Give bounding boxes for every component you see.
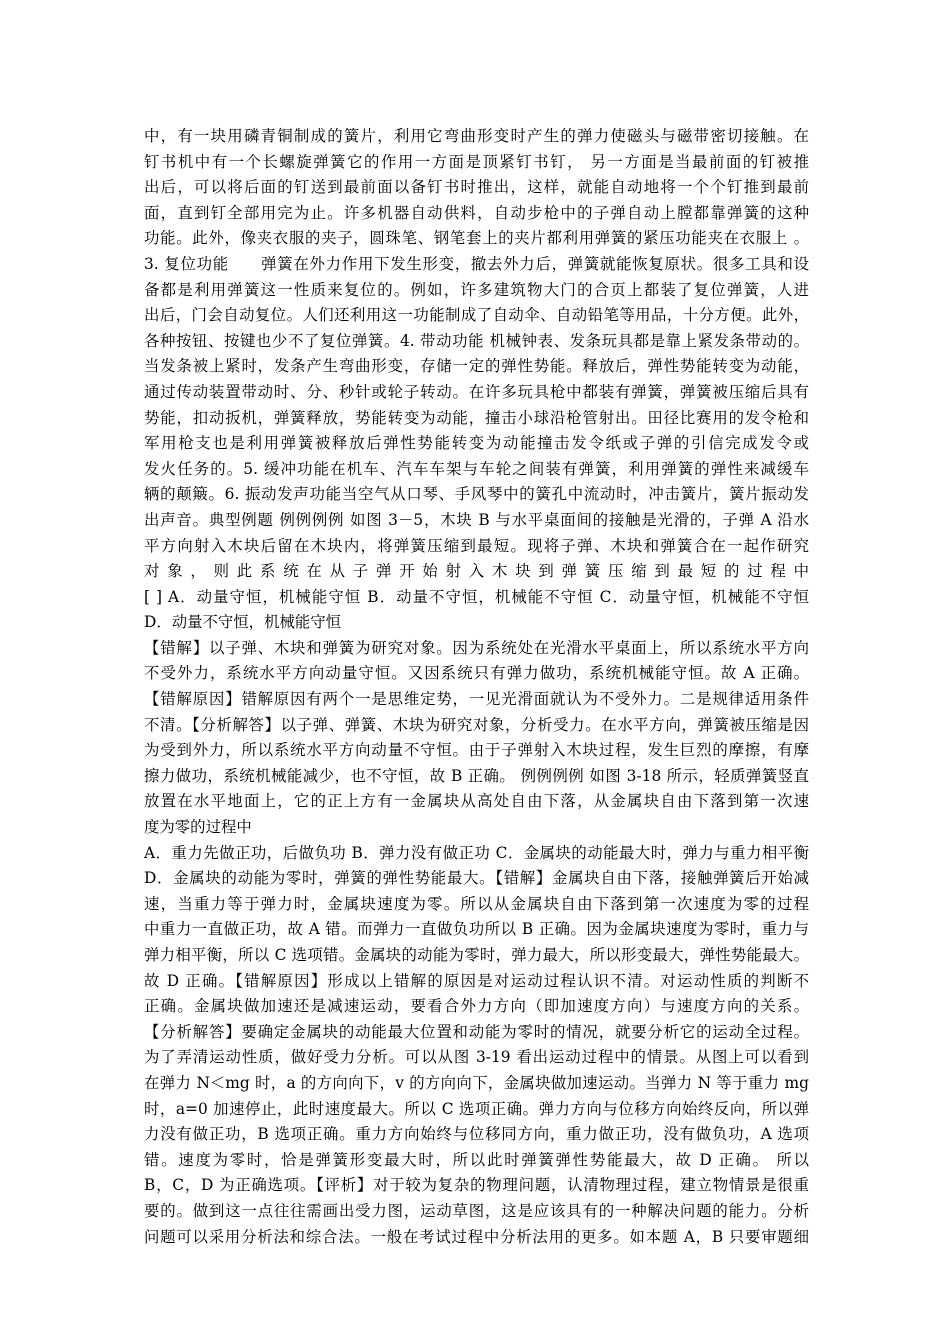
text-line: 要的。做到这一点往往需画出受力图，运动草图，这是应该具有的一种解决问题的能力。分析 <box>144 1201 809 1220</box>
text-line: 辆的颠簸。6. 振动发声功能当空气从口琴、手风琴中的簧孔中流动时，冲击簧片，簧片振动发 <box>144 485 809 504</box>
text-line: 对 象 ， 则 此 系 统 在 从 子 弹 开 始 射 入 木 块 到 弹 簧 压 缩 到 最 短 的 过 程 中 <box>144 562 809 581</box>
text-line: D．动量不守恒，机械能守恒 <box>144 613 342 632</box>
text-line: 不受外力，系统水平方向动量守恒。又因系统只有弹力做功，系统机械能守恒。故 A 正确。 <box>144 664 809 683</box>
text-line: 通过传动装置带动时、分、秒针或轮子转动。在许多玩具枪中都装有弹簧，弹簧被压缩后具有 <box>144 382 809 401</box>
text-line: 发火任务的。5. 缓冲功能在机车、汽车车架与车轮之间装有弹簧，利用弹簧的弹性来减缓车 <box>144 459 809 478</box>
text-line: 平方向射入木块后留在木块内，将弹簧压缩到最短。现将子弹、木块和弹簧合在一起作研究 <box>144 536 809 555</box>
text-line: 错。速度为零时，恰是弹簧形变最大时，所以此时弹簧弹性势能最大，故 D 正确。 所以 <box>144 1150 809 1169</box>
text-line: 速，当重力等于弹力时，金属块速度为零。所以从金属块自由下落到第一次速度为零的过程 <box>144 894 809 913</box>
text-line: 各种按钮、按键也少不了复位弹簧。4. 带动功能 机械钟表、发条玩具都是靠上紧发条带动的。 <box>144 331 809 350</box>
text-line: 度为零的过程中 <box>144 818 252 837</box>
text-line: 面，直到钉全部用完为止。许多机器自动供料，自动步枪中的子弹自动上膛都靠弹簧的这种 <box>144 203 809 222</box>
text-line: 3. 复位功能 弹簧在外力作用下发生形变，撤去外力后，弹簧就能恢复原状。很多工具和设 <box>144 254 809 273</box>
text-line: 正确。金属块做加速还是减速运动，要看合外力方向（即加速度方向）与速度方向的关系。 <box>144 997 809 1016</box>
text-line: [ ] A．动量守恒，机械能守恒 B．动量不守恒，机械能不守恒 C．动量守恒，机械能不守恒 <box>144 587 809 606</box>
text-line: 出后，可以将后面的钉送到最前面以备钉书时推出，这样，就能自动地将一个个钉推到最前 <box>144 178 809 197</box>
text-line: 备都是利用弹簧这一性质来复位的。例如，许多建筑物大门的合页上都装了复位弹簧，人进 <box>144 280 809 299</box>
text-line: D．金属块的动能为零时，弹簧的弹性势能最大。【错解】金属块自由下落，接触弹簧后开始减 <box>144 869 809 888</box>
text-line: 弹力相平衡，所以 C 选项错。金属块的动能为零时，弹力最大，所以形变最大，弹性势能最大。 <box>144 946 809 964</box>
text-line: 放置在水平地面上，它的正上方有一金属块从高处自由下落，从金属块自由下落到第一次速 <box>144 792 809 811</box>
text-line: 势能，扣动扳机，弹簧释放，势能转变为动能，撞击小球沿枪管射出。田径比赛用的发令枪和 <box>144 408 809 427</box>
text-line: 军用枪支也是利用弹簧被释放后弹性势能转变为动能撞击发令纸或子弹的引信完成发令或 <box>144 434 809 453</box>
text-line: 时，a=0 加速停止，此时速度最大。所以 C 选项正确。弹力方向与位移方向始终反向，所以弹 <box>144 1099 809 1118</box>
text-line: B，C，D 为正确选项。【评析】对于较为复杂的物理问题，认清物理过程，建立物情景是很重 <box>144 1176 809 1195</box>
text-line: 问题可以采用分析法和综合法。一般在考试过程中分析法用的更多。如本题 A，B 只要审题细 <box>144 1227 809 1246</box>
text-line: 中重力一直做正功，故 A 错。而弹力一直做负功所以 B 正确。因为金属块速度为零时，重力与 <box>144 920 809 939</box>
text-line: 中，有一块用磷青铜制成的簧片，利用它弯曲形变时产生的弹力使磁头与磁带密切接触。在 <box>144 127 809 145</box>
text-line: 【分析解答】要确定金属块的动能最大位置和动能为零时的情况，就要分析它的运动全过程。 <box>144 1022 809 1041</box>
text-line: 功能。此外，像夹衣服的夹子，圆珠笔、钢笔套上的夹片都利用弹簧的紧压功能夹在衣服上 。 <box>144 229 809 248</box>
document-body <box>144 124 809 1250</box>
text-line: A．重力先做正功，后做负功 B．弹力没有做正功 C．金属块的动能最大时，弹力与重力相平衡 <box>144 843 809 862</box>
text-line: 为了弄清运动性质，做好受力分析。可以从图 3-19 看出运动过程中的情景。从图上可以看到 <box>144 1048 809 1067</box>
text-line: 在弹力 N＜mg 时，a 的方向向下，v 的方向向下，金属块做加速运动。当弹力 N 等于重力 mg <box>144 1073 809 1092</box>
text-line: 【错解原因】错解原因有两个一是思维定势，一见光滑面就认为不受外力。二是规律适用条件 <box>144 690 809 709</box>
text-line: 故 D 正确。【错解原因】形成以上错解的原因是对运动过程认识不清。对运动性质的判断不 <box>144 971 809 990</box>
text-line: 出声音。典型例题 例例例例 如图 3－5，木块 B 与水平桌面间的接触是光滑的，子弹 A 沿水 <box>144 510 809 529</box>
text-line: 擦力做功，系统机械能减少，也不守恒，故 B 正确。 例例例例 如图 3-18 所示，轻质弹簧竖直 <box>144 766 809 785</box>
text-line: 不清。【分析解答】以子弹、弹簧、木块为研究对象，分析受力。在水平方向，弹簧被压缩是因 <box>144 715 809 734</box>
text-line: 当发条被上紧时，发条产生弯曲形变，存储一定的弹性势能。释放后，弹性势能转变为动能， <box>144 357 809 376</box>
text-line: 【错解】以子弹、木块和弹簧为研究对象。因为系统处在光滑水平桌面上，所以系统水平方向 <box>144 638 809 657</box>
text-line: 力没有做正功，B 选项正确。重力方向始终与位移同方向，重力做正功，没有做负功，A 选项 <box>144 1125 809 1144</box>
text-line: 出后，门会自动复位。人们还利用这一功能制成了自动伞、自动铅笔等用品，十分方便。此外， <box>144 306 809 325</box>
text-line: 为受到外力，所以系统水平方向动量不守恒。由于子弹射入木块过程，发生巨烈的摩擦，有摩 <box>144 741 809 760</box>
text-line: 钉书机中有一个长螺旋弹簧它的作用一方面是顶紧钉书钉， 另一方面是当最前面的钉被推 <box>144 152 809 171</box>
